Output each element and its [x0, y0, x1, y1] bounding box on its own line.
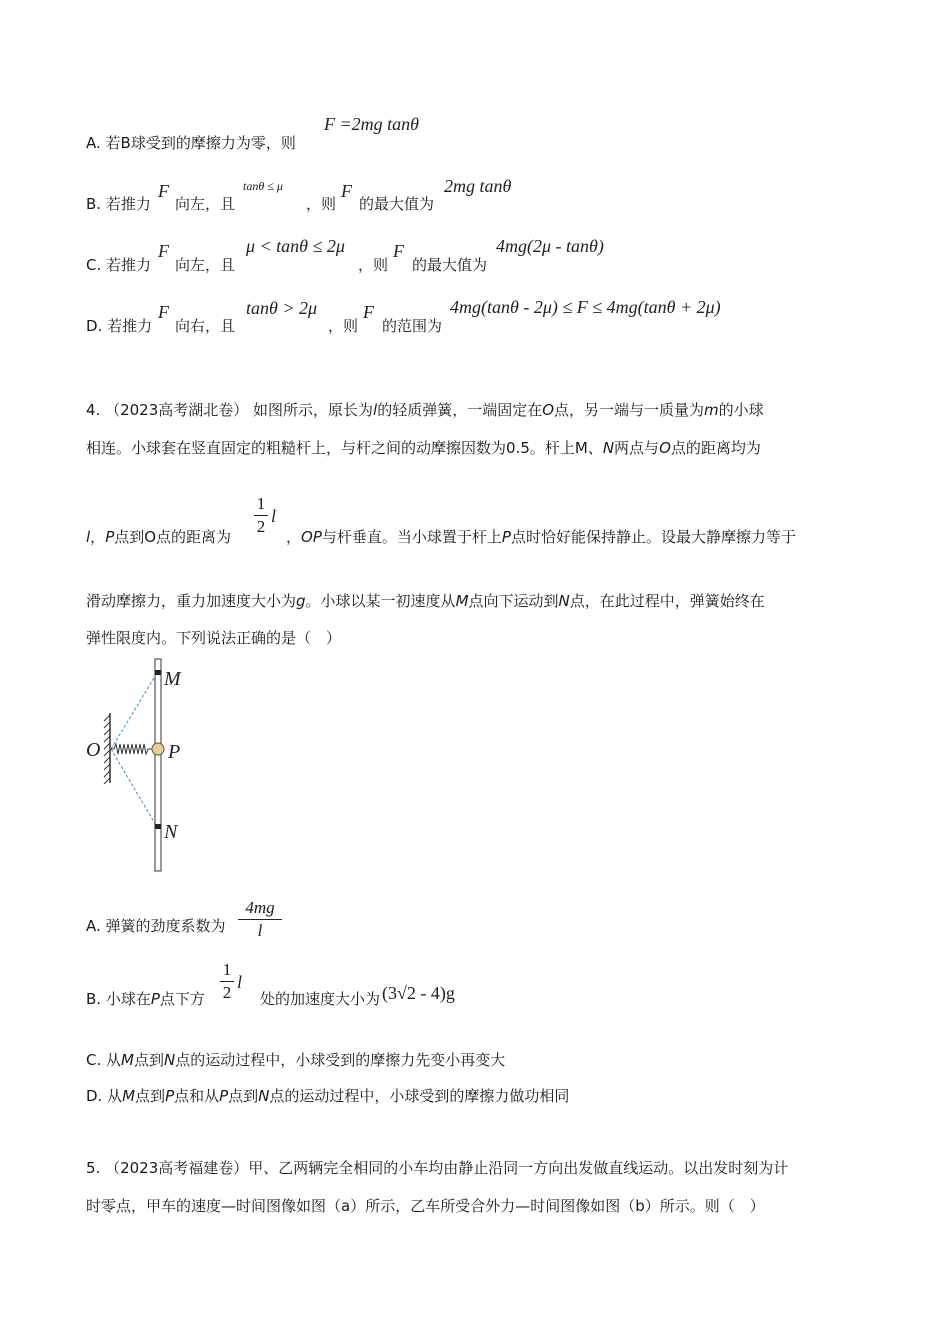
text: ， — [286, 528, 302, 546]
q4-line3b — [286, 526, 796, 547]
var-P: P — [105, 528, 115, 546]
var-M: M — [121, 1051, 134, 1069]
var-N: N — [558, 592, 570, 610]
var-l: l — [86, 528, 91, 546]
label-N: N — [164, 821, 178, 843]
var-P: P — [501, 528, 511, 546]
wall-hatching — [104, 715, 110, 784]
text: 。小球以某一初速度从 — [305, 592, 456, 610]
q3-d-text2: 向右，且 — [175, 317, 236, 335]
var-N: N — [163, 1051, 176, 1069]
q3-option-d — [86, 315, 152, 336]
text: 的轻质弹簧，一端固定在 — [377, 401, 543, 419]
var-OP: OP — [301, 528, 322, 546]
text: 点，在此过程中，弹簧始终在 — [569, 592, 765, 610]
marker-N — [155, 824, 161, 829]
label-P: P — [168, 741, 181, 763]
q3-b-F: F — [158, 181, 169, 201]
var-P: P — [150, 990, 160, 1008]
q3-b-text4: 的最大值为 — [359, 195, 435, 213]
text: 的小球 — [718, 401, 764, 419]
var-m: m — [704, 401, 719, 419]
text: 与杆垂直。当小球置于杆上 — [321, 528, 502, 546]
q3-option-b — [86, 193, 151, 214]
q5-line1: 5. （2023高考福建卷）甲、乙两辆完全相同的小车均由静止沿同一方向出发做直线运动。以出发时刻为计 — [86, 1159, 789, 1177]
option-text: D. 若推力 — [86, 317, 153, 335]
text: 相连。小球套在竖直固定的粗糙杆上，与杆之间的动摩擦因数为0.5。杆上M、 — [86, 439, 603, 457]
fraction-bar — [220, 981, 234, 982]
q4-b-value: (3√2 - 4)g — [382, 983, 455, 1003]
q4-option-a: A. 弹簧的劲度系数为 — [86, 917, 226, 935]
spring-rod-figure — [84, 655, 194, 877]
text: 点向下运动到 — [468, 592, 559, 610]
text: 点时恰好能保持静止。设最大静摩擦力等于 — [510, 528, 796, 546]
q3-d-cond: tanθ > 2μ — [246, 298, 318, 318]
fraction-bar — [238, 919, 282, 920]
text: C. 从 — [86, 1051, 122, 1069]
text: 点到 — [135, 1087, 166, 1105]
var-P: P — [165, 1087, 175, 1105]
q3-b-cond: tanθ ≤ μ — [243, 179, 283, 193]
var-N: N — [258, 1087, 270, 1105]
q4-option-d — [86, 1085, 569, 1106]
denominator: 2 — [222, 983, 232, 1002]
var-l: l — [373, 401, 378, 419]
q3-b-max: 2mg tanθ — [444, 176, 512, 196]
q3-b-F2: F — [341, 181, 352, 201]
numerator: 1 — [222, 960, 232, 979]
fraction-bar — [254, 515, 268, 516]
text: D. 从 — [86, 1087, 123, 1105]
text: 点，另一端与一质量为 — [554, 401, 705, 419]
q3-a-formula: F =2mg tanθ — [324, 114, 419, 134]
text: 点和从 — [174, 1087, 220, 1105]
q3-option-a — [86, 132, 296, 153]
q4-b-fraction — [220, 960, 234, 1003]
text: 点的运动过程中，小球受到的摩擦力先变小再变大 — [175, 1051, 506, 1069]
var-O: O — [659, 439, 671, 457]
text: 点到 — [228, 1087, 259, 1105]
q3-c-text4: 的最大值为 — [412, 256, 488, 274]
denominator: l — [257, 921, 263, 940]
text: 两点与 — [614, 439, 660, 457]
vertical-rod — [155, 659, 161, 871]
text: 点下方 — [159, 990, 205, 1008]
q3-d-text3: ，则 — [328, 317, 359, 335]
numerator: 4mg — [245, 898, 275, 917]
var-O: O — [542, 401, 555, 419]
q4-a-fraction — [238, 898, 282, 941]
option-text: A. 若B球受到的摩擦力为零，则 — [86, 134, 296, 152]
dashed-line-OM — [111, 673, 157, 749]
q4-b-frac-l: l — [237, 972, 243, 992]
option-text: C. 若推力 — [86, 256, 152, 274]
marker-M — [155, 670, 161, 675]
q3-c-text3: ，则 — [358, 256, 389, 274]
q4-line2 — [86, 437, 761, 458]
q3-b-text2: 向左，且 — [175, 195, 236, 213]
text: 点的距离均为 — [670, 439, 761, 457]
text: 点到O点的距离为 — [114, 528, 232, 546]
q3-b-text3: ，则 — [306, 195, 337, 213]
q3-c-max: 4mg(2μ - tanθ) — [496, 236, 604, 256]
q4-line4 — [86, 590, 765, 611]
label-M: M — [164, 668, 181, 690]
q4-option-c — [86, 1049, 505, 1070]
text: ， — [90, 528, 106, 546]
ball — [152, 743, 164, 755]
q3-c-F: F — [158, 241, 169, 261]
q3-c-text2: 向左，且 — [175, 256, 236, 274]
q4-option-b — [86, 988, 205, 1009]
text: 滑动摩擦力，重力加速度大小为 — [86, 592, 297, 610]
q3-option-c — [86, 254, 151, 275]
text: B. 小球在 — [86, 990, 151, 1008]
var-P: P — [219, 1087, 229, 1105]
q4-line3a — [86, 526, 231, 547]
q3-d-text4: 的范围为 — [382, 317, 443, 335]
text: 点的运动过程中，小球受到的摩擦力做功相同 — [269, 1087, 570, 1105]
q4-frac-l: l — [271, 506, 277, 526]
q4-fraction-half — [254, 494, 268, 537]
var-M: M — [122, 1087, 136, 1105]
q4-line1 — [86, 399, 764, 420]
label-O: O — [86, 739, 101, 761]
q3-d-F: F — [158, 302, 169, 322]
text: 4. （2023高考湖北卷） 如图所示，原长为 — [86, 401, 374, 419]
q5-line2: 时零点，甲车的速度—时间图像如图（a）所示，乙车所受合外力—时间图像如图（b）所示。则（ ） — [86, 1197, 765, 1215]
text: 点到 — [133, 1051, 164, 1069]
dashed-line-ON — [111, 749, 157, 827]
q4-line5: 弹性限度内。下列说法正确的是（ ） — [86, 629, 342, 647]
denominator: 2 — [256, 517, 266, 536]
q3-d-F2: F — [363, 302, 374, 322]
q3-c-F2: F — [393, 241, 404, 261]
var-N: N — [602, 439, 615, 457]
spring — [111, 744, 152, 754]
q3-d-range: 4mg(tanθ - 2μ) ≤ F ≤ 4mg(tanθ + 2μ) — [450, 297, 721, 317]
option-text: B. 若推力 — [86, 195, 151, 213]
numerator: 1 — [256, 494, 266, 513]
q3-c-cond: μ < tanθ ≤ 2μ — [246, 236, 345, 256]
var-g: g — [296, 592, 306, 610]
q4-b-text3: 处的加速度大小为 — [260, 990, 381, 1008]
var-M: M — [455, 592, 469, 610]
